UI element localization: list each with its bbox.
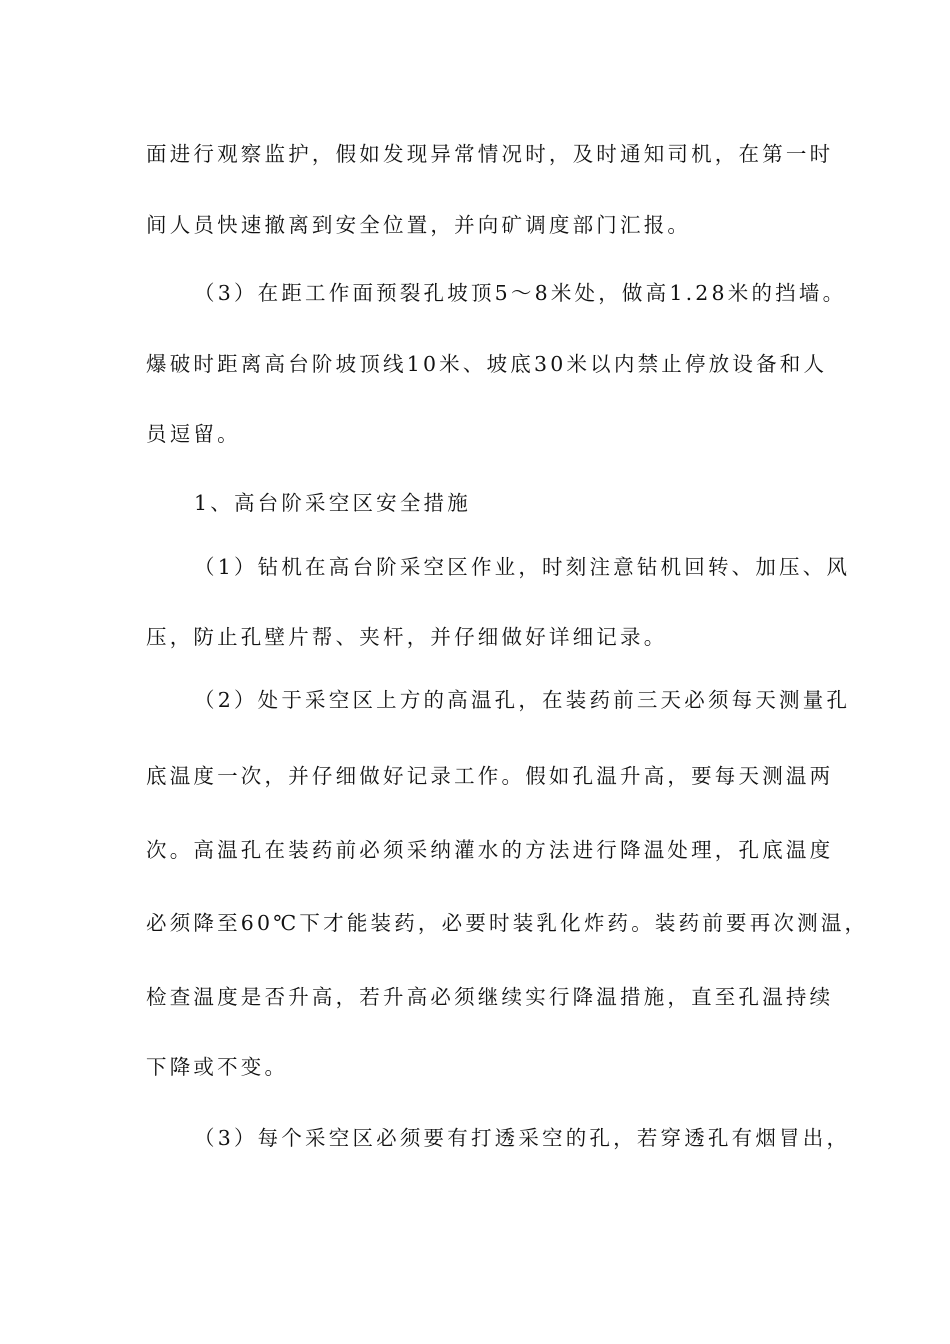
paragraph-line: 员逗留。 — [146, 422, 241, 446]
paragraph-line: 间人员快速撤离到安全位置，并向矿调度部门汇报。 — [146, 213, 692, 237]
paragraph-line: （3）每个采空区必须要有打透采空的孔，若穿透孔有烟冒出， — [194, 1126, 851, 1150]
paragraph-line: 压，防止孔壁片帮、夹杆，并仔细做好详细记录。 — [146, 625, 668, 649]
paragraph-line: 检查温度是否升高，若升高必须继续实行降温措施，直至孔温持续 — [146, 985, 834, 1009]
paragraph-line: 必须降至60℃下才能装药，必要时装乳化炸药。装药前要再次测温， — [146, 911, 869, 935]
paragraph-line: 面进行观察监护，假如发现异常情况时，及时通知司机，在第一时 — [146, 142, 834, 166]
paragraph-line: 下降或不变。 — [146, 1055, 289, 1079]
paragraph-line: 次。高温孔在装药前必须采纳灌水的方法进行降温处理，孔底温度 — [146, 838, 834, 862]
section-heading: 1、高台阶采空区安全措施 — [194, 491, 471, 515]
paragraph-line: （2）处于采空区上方的高温孔，在装药前三天必须每天测量孔 — [194, 688, 851, 712]
paragraph-line: （1）钻机在高台阶采空区作业，时刻注意钻机回转、加压、风 — [194, 555, 851, 579]
paragraph-line: 爆破时距离高台阶坡顶线10米、坡底30米以内禁止停放设备和人 — [146, 352, 828, 376]
paragraph-line: 底温度一次，并仔细做好记录工作。假如孔温升高，要每天测温两 — [146, 764, 834, 788]
paragraph-line: （3）在距工作面预裂孔坡顶5～8米处，做高1.28米的挡墙。 — [194, 281, 847, 305]
